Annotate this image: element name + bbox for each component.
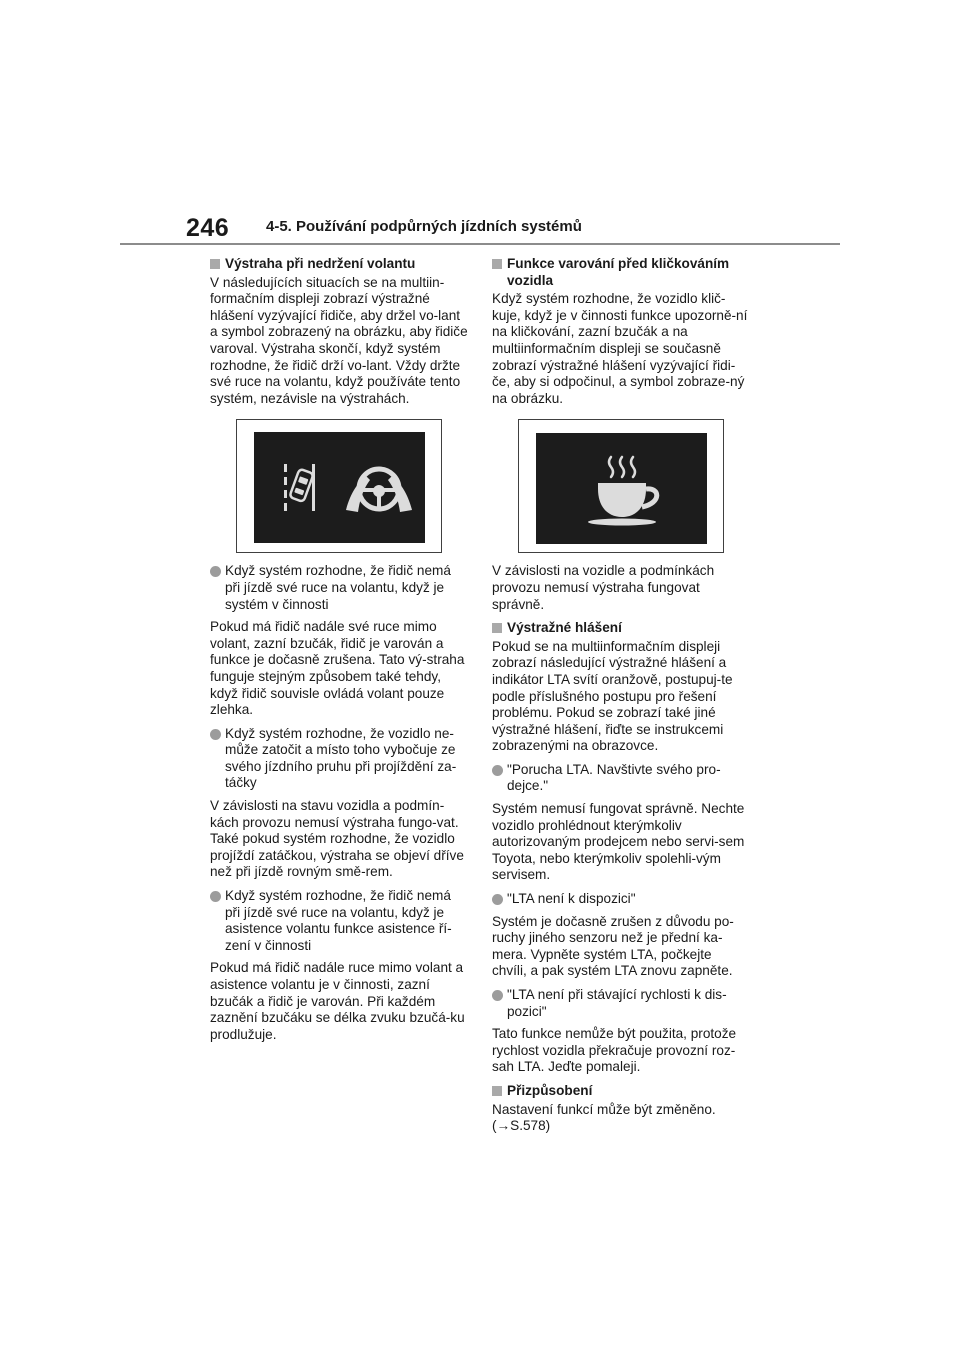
round-bullet-icon: [210, 729, 221, 740]
paragraph: Když systém rozhodne, že vozidlo klič-kuje, když je v činnosti funkce upozorně-ní na kličkování, zazní bzučák a na multiinformačním displeji se současně zobrazí výstražné hlášení vyzývající řidi-če, aby si odpočinul, a symbol zobraze-ný na obrázku.: [492, 291, 748, 406]
warning-symbols: [254, 432, 425, 543]
round-bullet-icon: [492, 765, 503, 776]
chapter-title: 4-5. Používání podpůrných jízdních systémů: [266, 218, 582, 235]
bullet-text: Když systém rozhodne, že řidič nemá při jízdě své ruce na volantu, když je systém v činnosti: [225, 563, 451, 612]
heading-text: Výstražné hlášení: [507, 620, 622, 636]
square-bullet-icon: [492, 1086, 502, 1096]
paragraph: Pokud se na multiinformačním displeji zobrazí následující výstražné hlášení a indikátor LTA svítí oranžově, postupuj-te podle příslušného postupu pro řešení problému. Pokud se zobrazí také jiné výstražné hlášení, řiďte se instrukcemi zobrazenými na obrazovce.: [492, 638, 733, 754]
bullet-text: Když systém rozhodne, že vozidlo ne-může zatočit a místo toho vybočuje ze svého jízdního pruhu při projíždění za-táčky: [225, 725, 457, 791]
bullet-item: [210, 726, 468, 792]
lane-departure-icon: [284, 464, 315, 511]
display-screen: [536, 433, 707, 544]
bullet-text: "LTA není při stávající rychlosti k dis-pozici": [507, 987, 727, 1019]
heading-text: Výstraha při nedržení volantu: [225, 256, 416, 271]
paragraph: Systém je dočasně zrušen z důvodu po-ruchy jiného senzoru než je přední ka-mera. Vypněte systém LTA, počkejte chvíli, a pak systém LTA znovu zapněte.: [492, 913, 734, 979]
bullet-text: Když systém rozhodne, že řidič nemá při jízdě své ruce na volantu, když je asistence volantu funkce asistence ří-zení v činnosti: [225, 888, 452, 953]
paragraph: V závislosti na stavu vozidla a podmín-kách provozu nemusí výstraha fungo-vat. Také pokud systém rozhodne, že vozidlo projíždí zatáčkou, výstraha se objeví dříve než při jízdě rovným smě-rem.: [210, 798, 464, 880]
round-bullet-icon: [210, 891, 221, 902]
paragraph: Tato funkce nemůže být použita, protože rychlost vozidla překračuje provozní roz-sah LTA. Jeďte pomaleji.: [492, 1026, 737, 1075]
display-screen: [254, 432, 425, 543]
bullet-item: [210, 888, 468, 954]
sway-warning-illustration: [518, 419, 724, 553]
section-heading: [492, 620, 750, 637]
paragraph: Pokud má řidič nadále své ruce mimo volant, zazní bzučák, řidič je varován a funkce je dočasně zrušena. Tato vý-straha funguje stejným způsobem také tehdy, když řidič souvisle ovládá volant pouze zlehka.: [210, 619, 465, 718]
bullet-item: [210, 563, 468, 613]
round-bullet-icon: [492, 894, 503, 905]
section-heading: [492, 1083, 750, 1100]
bullet-item: [492, 891, 750, 908]
bullet-text: "Porucha LTA. Navštivte svého pro-dejce.": [507, 761, 721, 794]
bullet-item: [492, 987, 750, 1020]
round-bullet-icon: [492, 990, 503, 1001]
square-bullet-icon: [210, 259, 220, 269]
paragraph: V závislosti na vozidle a podmínkách provozu nemusí výstraha fungovat správně.: [492, 563, 715, 612]
header-rule: [120, 243, 840, 245]
paragraph: V následujících situacích se na multiin-formačním displeji zobrazí výstražné hlášení vyzývající řidiče, aby držel vo-lant a symbol zobrazený na obrázku, aby řidiče varoval. Výstraha skončí, když systém rozhodne, že řidič drží vo-lant. Vždy držte své ruce na volantu, když používáte tento systém, nezávisle na výstrahách.: [210, 274, 468, 406]
page-reference[interactable]: Nastavení funkcí může být změněno. (→S.578): [492, 1101, 716, 1134]
section-heading: [492, 256, 750, 289]
paragraph: Pokud má řidič nadále ruce mimo volant a asistence volantu je v činnosti, zazní bzučák a řidič je varován. Při každém zaznění bzučáku se délka zvuku bzučá-ku prodlužuje.: [210, 960, 465, 1042]
page-number: 246: [186, 214, 230, 242]
heading-text: Funkce varování před kličkováním vozidla: [507, 256, 730, 288]
coffee-cup-icon: [536, 433, 707, 544]
left-column: [210, 256, 468, 1050]
hands-off-steering-wheel-icon: [346, 469, 412, 512]
warning-illustration: [236, 419, 442, 553]
bullet-item: [492, 762, 750, 795]
round-bullet-icon: [210, 566, 221, 577]
square-bullet-icon: [492, 259, 502, 269]
square-bullet-icon: [492, 623, 502, 633]
heading-text: Přizpůsobení: [507, 1082, 593, 1098]
bullet-text: "LTA není k dispozici": [507, 891, 636, 907]
right-column: [492, 256, 750, 1142]
section-heading: [210, 256, 468, 273]
paragraph: Systém nemusí fungovat správně. Nechte vozidlo prohlédnout kterýmkoliv autorizovaným prodejcem nebo servi-sem Toyota, nebo kterýmkoliv spolehli-vým servisem.: [492, 801, 745, 883]
